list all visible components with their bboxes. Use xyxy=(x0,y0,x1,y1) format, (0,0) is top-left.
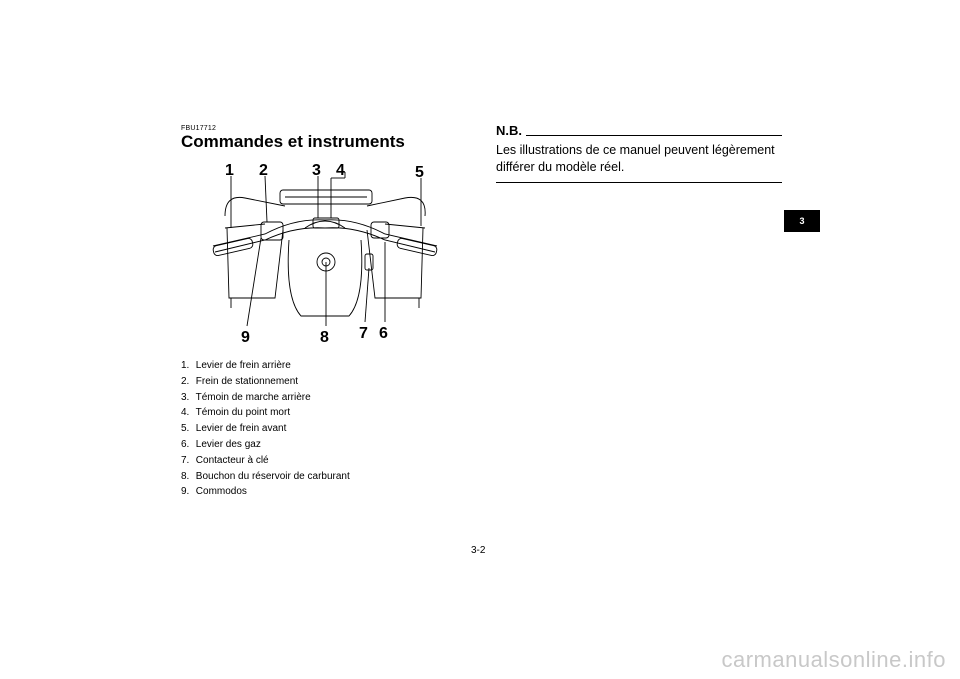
legend-item xyxy=(181,374,350,390)
legend-item xyxy=(181,453,350,469)
note-text-line-2: différer du modèle réel. xyxy=(496,160,625,174)
legend-num: 9. xyxy=(181,486,190,498)
chapter-tab: 3 xyxy=(784,210,820,232)
legend-text: Bouchon du réservoir de carburant xyxy=(195,470,350,482)
note-bottom-rule xyxy=(496,182,782,183)
figure-label-6: 6 xyxy=(379,325,388,342)
figure-label-5: 5 xyxy=(415,164,424,181)
figure-label-2: 2 xyxy=(259,162,268,179)
handlebar-illustration xyxy=(205,158,445,346)
legend-item xyxy=(181,469,350,485)
figure-label-7: 7 xyxy=(359,325,368,342)
note-top-rule xyxy=(526,135,782,136)
legend-text: Frein de stationnement xyxy=(195,375,299,387)
legend-text: Contacteur à clé xyxy=(195,454,269,466)
figure-label-4: 4 xyxy=(336,162,345,179)
legend-num: 1. xyxy=(181,360,190,371)
section-title: Commandes et instruments xyxy=(181,132,405,151)
legend-text: Levier des gaz xyxy=(195,438,261,450)
legend-num: 8. xyxy=(181,470,190,482)
page-number: 3-2 xyxy=(471,545,486,556)
legend-item xyxy=(181,358,350,374)
legend-num: 6. xyxy=(181,438,190,450)
legend-item xyxy=(181,437,350,453)
watermark: carmanualsonline.info xyxy=(721,647,946,672)
legend-text: Témoin du point mort xyxy=(195,407,291,419)
figure-label-1: 1 xyxy=(225,162,234,179)
legend-text: Levier de frein avant xyxy=(195,423,287,435)
figure-label-9: 9 xyxy=(241,329,250,346)
note-box xyxy=(496,124,782,183)
legend-item xyxy=(181,484,350,500)
note-text xyxy=(496,142,782,176)
legend-num: 7. xyxy=(181,454,190,466)
legend-text: Commodos xyxy=(195,486,247,498)
legend-text: Témoin de marche arrière xyxy=(195,391,311,403)
figure-label-8: 8 xyxy=(320,329,329,346)
section-code: FBU17712 xyxy=(181,125,217,132)
legend-text: Levier de frein arrière xyxy=(195,360,291,371)
legend-num: 3. xyxy=(181,391,190,403)
figure-label-3: 3 xyxy=(312,162,321,179)
legend-num: 5. xyxy=(181,423,190,435)
legend-item xyxy=(181,390,350,406)
note-text-line-1: Les illustrations de ce manuel peuvent légèrement xyxy=(496,143,775,157)
legend-num: 2. xyxy=(181,375,190,387)
note-title: N.B. xyxy=(496,123,522,138)
component-legend xyxy=(181,358,350,500)
legend-num: 4. xyxy=(181,407,190,419)
legend-item xyxy=(181,405,350,421)
legend-item xyxy=(181,421,350,437)
note-header xyxy=(496,124,782,138)
